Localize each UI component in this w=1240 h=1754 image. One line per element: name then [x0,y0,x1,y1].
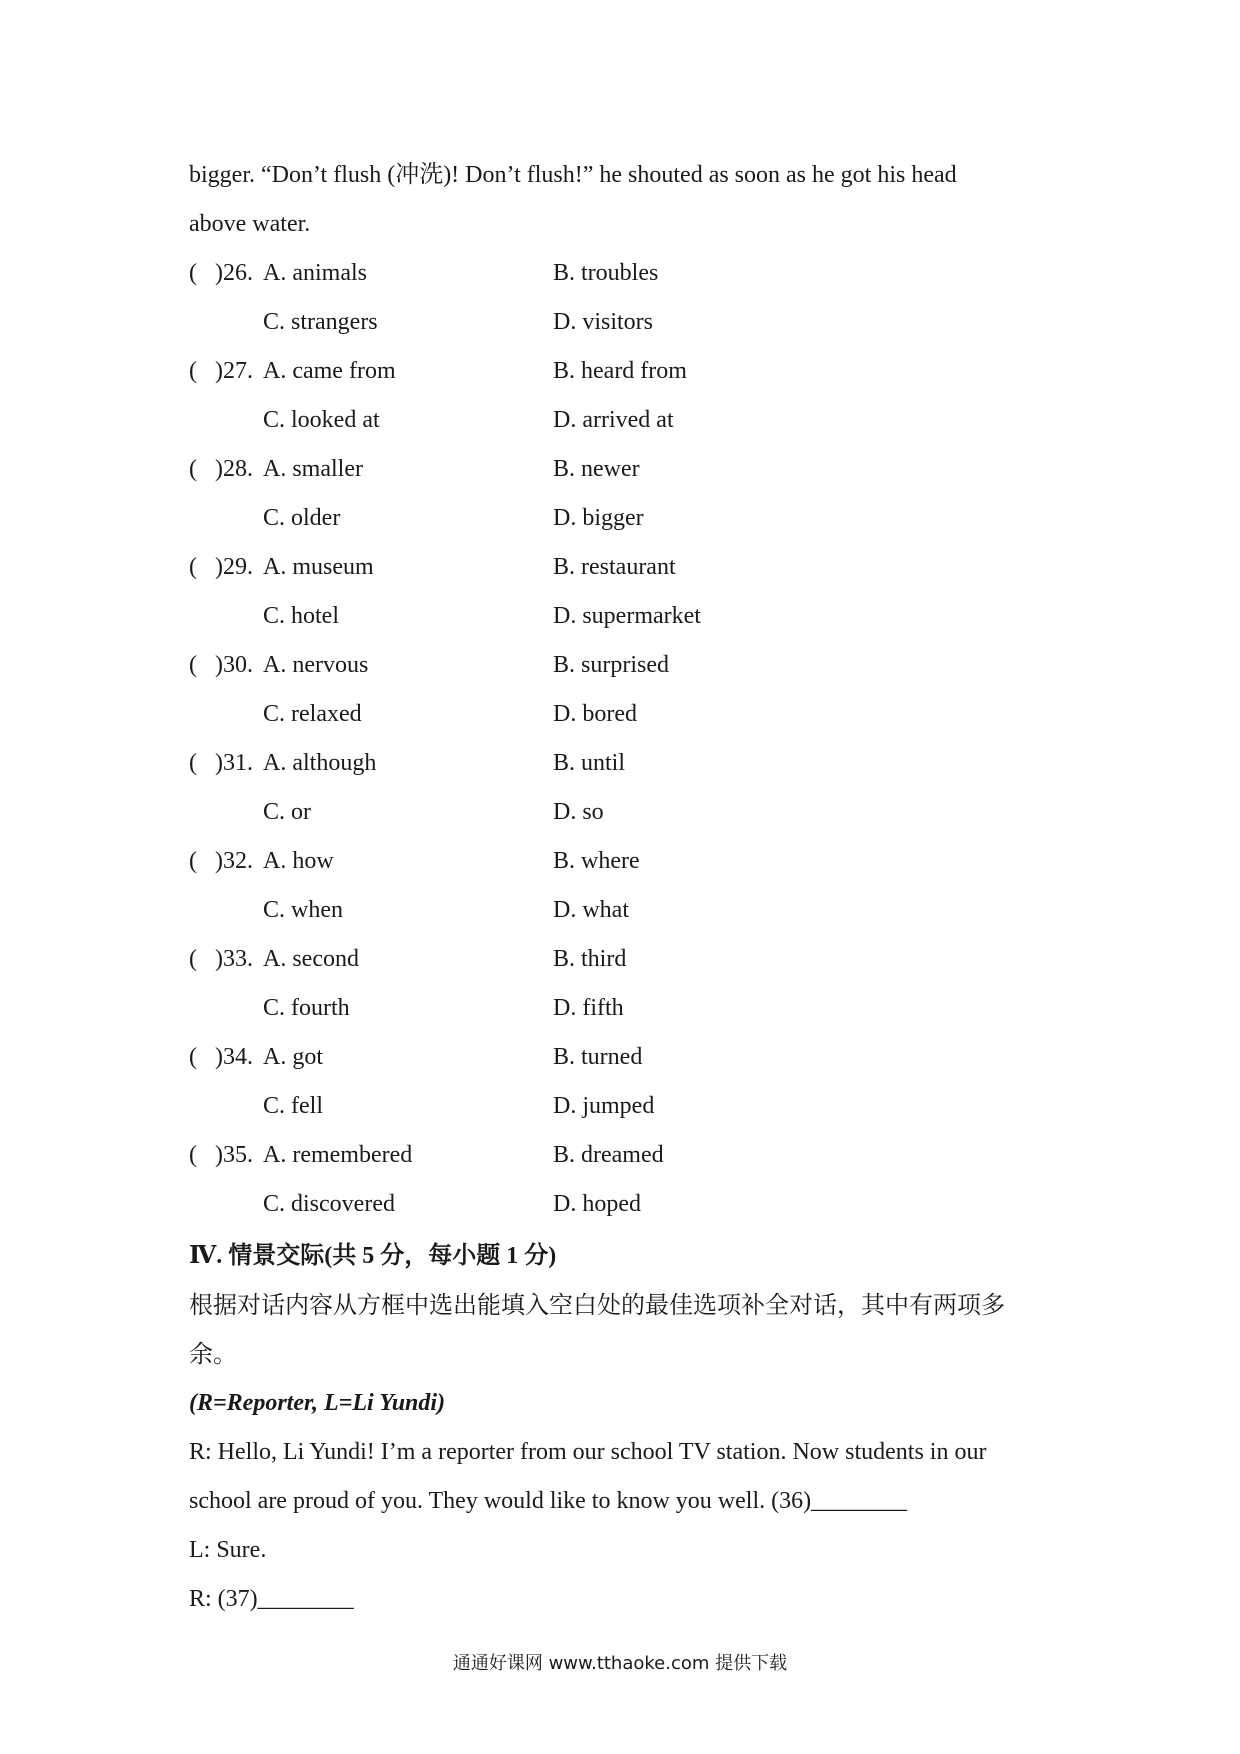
option-c: C. discovered [263,1191,395,1217]
section-title: Ⅳ. 情景交际(共 5 分，每小题 1 分) [189,1243,557,1269]
question-number: )28. [215,456,253,482]
option-c: C. fell [263,1093,323,1119]
question-row [189,944,1089,974]
passage-line-2: above water. [189,211,311,237]
answer-blank[interactable]: ( [189,1044,197,1070]
option-d: D. supermarket [553,603,701,629]
question-row-options [189,601,1089,631]
option-b: B. third [553,946,627,972]
answer-blank[interactable]: ( [189,1142,197,1168]
option-d: D. bored [553,701,637,727]
question-row [189,1140,1089,1170]
question-row-options [189,503,1089,533]
question-number: )30. [215,652,253,678]
question-row [189,748,1089,778]
option-b: B. newer [553,456,640,482]
option-a: A. although [263,750,377,776]
option-b: B. turned [553,1044,643,1070]
question-row-options [189,307,1089,337]
option-d: D. what [553,897,629,923]
question-number: )33. [215,946,253,972]
question-row-options [189,405,1089,435]
instruction-line-1: 根据对话内容从方框中选出能填入空白处的最佳选项补全对话，其中有两项多 [189,1291,1005,1319]
question-number: )27. [215,358,253,384]
question-row [189,454,1089,484]
option-c: C. when [263,897,343,923]
question-row [189,552,1089,582]
option-c: C. or [263,799,311,825]
question-row-options [189,1189,1089,1219]
page-footer: 通通好课网 www.tthaoke.com 提供下载 [452,1653,788,1674]
question-number: )29. [215,554,253,580]
instruction-line-2: 余。 [189,1340,237,1368]
option-d: D. so [553,799,604,825]
option-a: A. came from [263,358,396,384]
option-c: C. relaxed [263,701,362,727]
option-c: C. hotel [263,603,339,629]
option-b: B. until [553,750,626,776]
option-d: D. visitors [553,309,654,335]
option-a: A. second [263,946,359,972]
option-b: B. restaurant [553,554,676,580]
role-legend: (R=Reporter, L=Li Yundi) [189,1390,446,1416]
question-number: )35. [215,1142,253,1168]
question-row [189,650,1089,680]
answer-blank[interactable]: ( [189,750,197,776]
question-row [189,356,1089,386]
question-row [189,258,1089,288]
option-a: A. how [263,848,334,874]
option-d: D. fifth [553,995,624,1021]
option-b: B. where [553,848,640,874]
question-row-options [189,1091,1089,1121]
option-a: A. nervous [263,652,369,678]
answer-blank[interactable]: ( [189,456,197,482]
question-number: )31. [215,750,253,776]
passage-line-1: bigger. “Don’t flush (冲洗)! Don’t flush!” he shouted as soon as he got his head [189,162,957,188]
option-a: A. remembered [263,1142,413,1168]
answer-blank[interactable]: ( [189,554,197,580]
option-b: B. heard from [553,358,687,384]
option-a: A. smaller [263,456,363,482]
question-row [189,1042,1089,1072]
option-d: D. bigger [553,505,644,531]
question-row-options [189,699,1089,729]
answer-blank[interactable]: ( [189,946,197,972]
option-c: C. strangers [263,309,378,335]
option-b: B. surprised [553,652,669,678]
answer-blank[interactable]: ( [189,848,197,874]
dialogue-line-1: R: Hello, Li Yundi! I’m a reporter from our school TV station. Now students in our [189,1439,987,1465]
question-row [189,846,1089,876]
question-row-options [189,895,1089,925]
option-c: C. fourth [263,995,350,1021]
dialogue-line-4: R: (37)________ [189,1586,354,1612]
question-number: )32. [215,848,253,874]
question-row-options [189,993,1089,1023]
answer-blank[interactable]: ( [189,260,197,286]
option-b: B. troubles [553,260,659,286]
question-number: )34. [215,1044,253,1070]
option-c: C. older [263,505,341,531]
answer-blank[interactable]: ( [189,652,197,678]
question-row-options [189,797,1089,827]
option-d: D. jumped [553,1093,655,1119]
option-a: A. got [263,1044,323,1070]
option-c: C. looked at [263,407,380,433]
option-b: B. dreamed [553,1142,664,1168]
option-a: A. animals [263,260,367,286]
option-d: D. hoped [553,1191,641,1217]
dialogue-line-3: L: Sure. [189,1537,267,1563]
question-number: )26. [215,260,253,286]
option-d: D. arrived at [553,407,674,433]
dialogue-line-2: school are proud of you. They would like to know you well. (36)________ [189,1488,908,1514]
option-a: A. museum [263,554,374,580]
answer-blank[interactable]: ( [189,358,197,384]
